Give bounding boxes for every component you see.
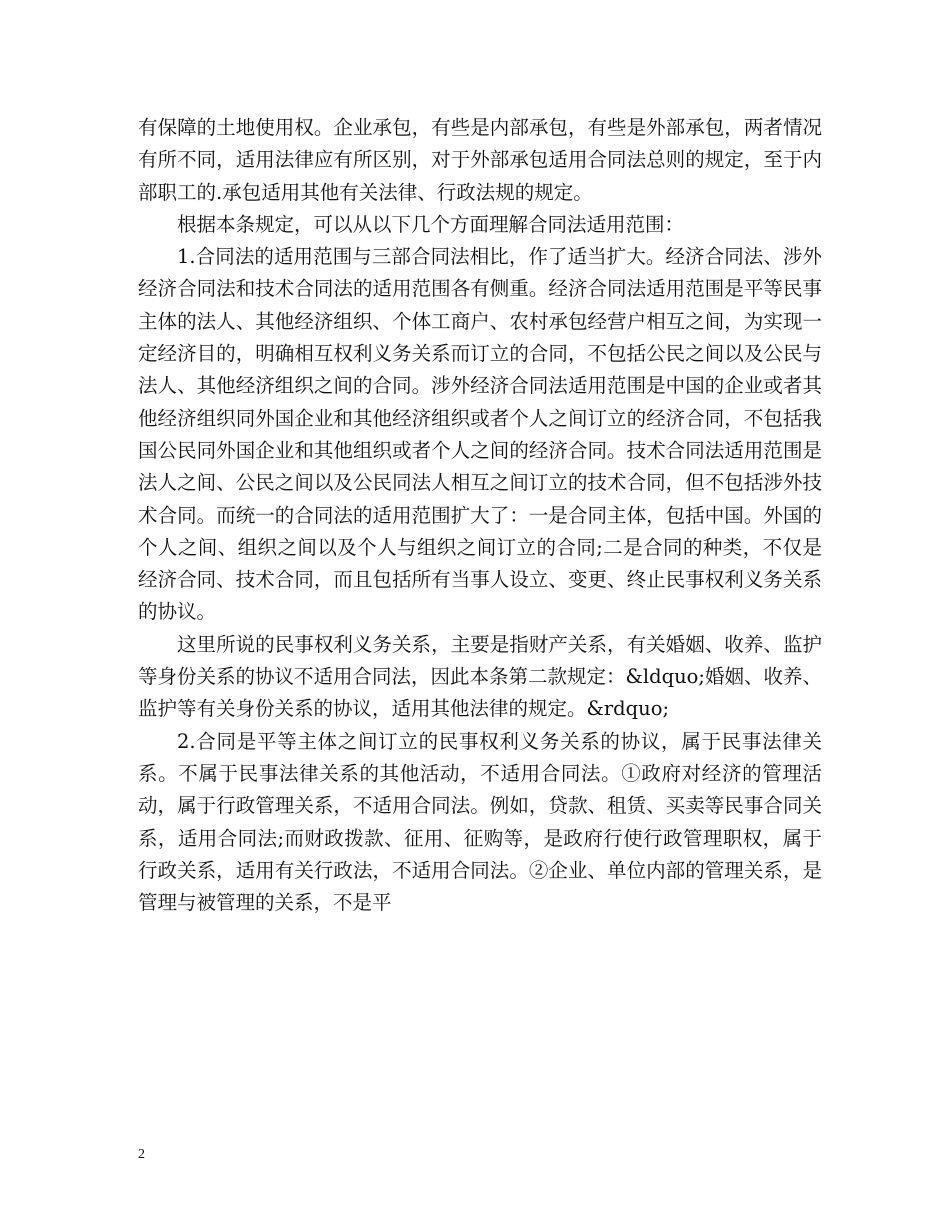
paragraph-5: 2.合同是平等主体之间订立的民事权利义务关系的协议，属于民事法律关系。不属于民事法律关系的其他活动，不适用合同法。①政府对经济的管理活动，属于行政管理关系，不适用合同法。例如，贷款、租赁、买卖等民事合同关系，适用合同法;而财政拨款、征用、征购等，是政府行使行政管理职权，属于行政关系，适用有关行政法，不适用合同法。②企业、单位内部的管理关系，是管理与被管理的关系，不是平 — [138, 729, 822, 915]
page-number: 2 — [138, 1147, 145, 1162]
body-text — [138, 112, 822, 919]
paragraph-2: 根据本条规定，可以从以下几个方面理解合同法适用范围： — [177, 212, 685, 236]
paragraph-4: 这里所说的民事权利义务关系，主要是指财产关系，有关婚姻、收养、监护等身份关系的协议不适用合同法，因此本条第二款规定：&ldquo;婚姻、收养、监护等有关身份关系的协议，适用其他法律的规定。&rdquo; — [138, 632, 822, 721]
paragraph-1: 有保障的土地使用权。企业承包，有些是内部承包，有些是外部承包，两者情况有所不同，适用法律应有所区别，对于外部承包适用合同法总则的规定，至于内部职工的.承包适用其他有关法律、行政法规的规定。 — [138, 116, 822, 204]
paragraph-3: 1.合同法的适用范围与三部合同法相比，作了适当扩大。经济合同法、涉外经济合同法和技术合同法的适用范围各有侧重。经济合同法适用范围是平等民事主体的法人、其他经济组织、个体工商户、农村承包经营户相互之间，为实现一定经济目的，明确相互权利义务关系而订立的合同，不包括公民之间以及公民与法人、其他经济组织之间的合同。涉外经济合同法适用范围是中国的企业或者其他经济组织同外国企业和其他经济组织或者个人之间订立的经济合同，不包括我国公民同外国企业和其他组织或者个人之间的经济合同。技术合同法适用范围是法人之间、公民之间以及公民同法人相互之间订立的技术合同，但不包括涉外技术合同。而统一的合同法的适用范围扩大了：一是合同主体，包括中国。外国的个人之间、组织之间以及个人与组织之间订立的合同;二是合同的种类，不仅是经济合同、技术合同，而且包括所有当事人设立、变更、终止民事权利义务关系的协议。 — [138, 245, 822, 624]
